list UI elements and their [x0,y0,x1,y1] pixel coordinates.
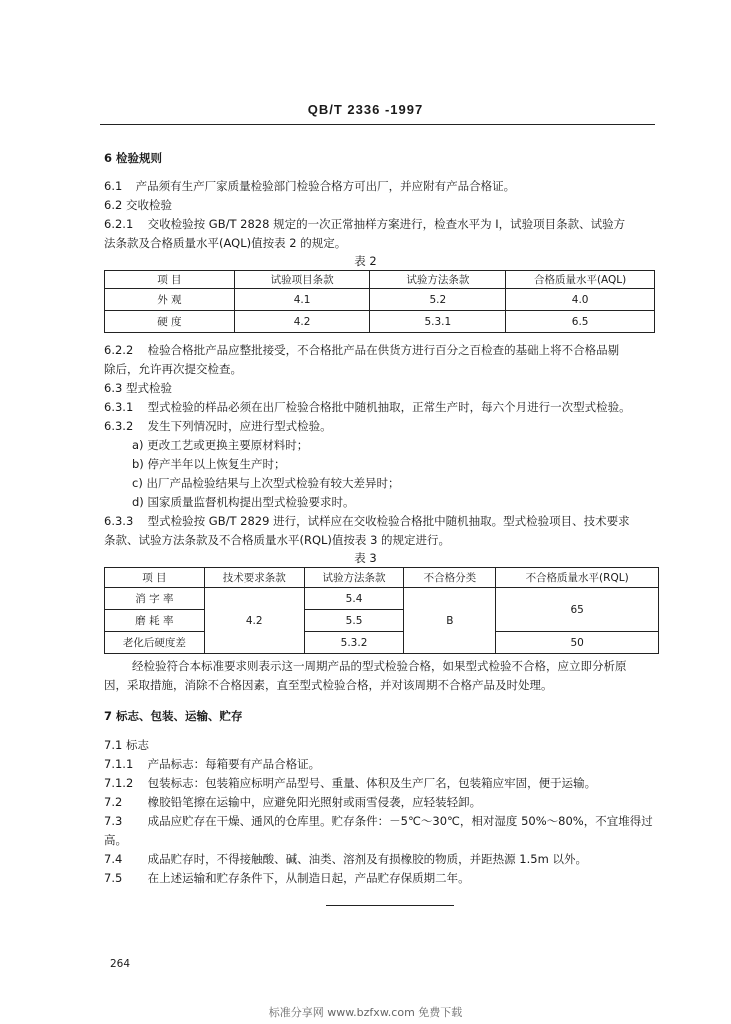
clause-text: 橡胶铅笔擦在运输中，应避免阳光照射或雨雪侵袭，应轻装轻卸。 [147,795,482,809]
table-cell: 5.3.1 [370,311,506,333]
clause-text: 在上述运输和贮存条件下，从制造日起，产品贮存保质期二年。 [147,871,470,885]
table-cell: 4.2 [234,311,370,333]
clause-6-3-2 [104,418,332,434]
clause-text: 型式检验的样品必须在出厂检验合格批中随机抽取，正常生产时，每六个月进行一次型式检验。 [147,400,631,414]
table-2 [104,270,655,333]
paragraph-after-table-3: 经检验符合本标准要求则表示这一周期产品的型式检验合格，如果型式检验不合格，应立即分析原 [132,659,627,673]
table-cell: 5.3.2 [304,632,404,654]
paragraph-after-table-3-cont: 因，采取措施，消除不合格因素，直至型式检验合格，并对该周期不合格产品及时处理。 [104,678,553,692]
list-item: b) 停产半年以上恢复生产时； [132,457,286,471]
clause-6-3-1 [104,399,631,415]
header-cell: 试验项目条款 [234,271,370,289]
clause-text: 产品标志：每箱要有产品合格证。 [147,757,321,771]
table-3 [104,567,659,654]
clause-text: 成品贮存时，不得接触酸、碱、油类、溶剂及有损橡胶的物质，并距热源 1.5m 以外。 [147,852,587,866]
clause-6-2-1 [104,216,625,232]
clause-6-3-3 [104,513,630,529]
clause-text: 产品须有生产厂家质量检验部门检验合格方可出厂，并应附有产品合格证。 [135,179,516,193]
clause-7-5 [104,870,470,886]
table-header-row [105,271,655,289]
clause-7-3 [104,813,653,829]
clause-number: 7.1.1 [104,757,134,771]
clause-6-1 [104,178,515,194]
clause-number: 6.3.1 [104,400,134,414]
clause-6-2-1-cont: 法条款及合格质量水平(AQL)值按表 2 的规定。 [104,236,347,250]
list-item: c) 出厂产品检验结果与上次型式检验有较大差异时； [132,476,400,490]
header-cell: 不合格分类 [404,568,496,588]
clause-6-2: 6.2 交收检验 [104,198,172,212]
list-item: d) 国家质量监督机构提出型式检验要求时。 [132,495,355,509]
clause-7-1: 7.1 标志 [104,738,149,752]
header-cell: 技术要求条款 [204,568,304,588]
header-rule [100,124,655,125]
table-3-caption: 表 3 [354,551,377,565]
clause-number: 6.2.1 [104,217,134,231]
header-cell: 不合格质量水平(RQL) [496,568,659,588]
table-cell: B [404,588,496,654]
section-6-title: 6 检验规则 [104,151,163,165]
table-cell: 5.5 [304,610,404,632]
table-cell: 50 [496,632,659,654]
table-cell: 磨 耗 率 [105,610,205,632]
list-item: a) 更改工艺或更换主要原材料时； [132,438,309,452]
clause-6-3-3-cont: 条款、试验方法条款及不合格质量水平(RQL)值按表 3 的规定进行。 [104,533,451,547]
table-row [105,289,655,311]
clause-7-3-cont: 高。 [104,833,127,847]
clause-number: 6.2.2 [104,343,134,357]
page-number: 264 [110,958,131,970]
clause-7-2 [104,794,481,810]
table-cell: 65 [496,588,659,632]
clause-7-4 [104,851,587,867]
table-cell: 外 观 [105,289,235,311]
header-cell: 试验方法条款 [304,568,404,588]
clause-6-2-2-cont: 除后，允许再次提交检查。 [104,362,242,376]
clause-number: 7.3 [104,814,123,828]
header-cell: 试验方法条款 [370,271,506,289]
end-rule [326,905,454,906]
clause-number: 7.2 [104,795,123,809]
table-cell: 4.2 [204,588,304,654]
table-2-caption: 表 2 [354,254,377,268]
header-cell: 项 目 [105,568,205,588]
clause-6-2-2 [104,342,619,358]
clause-7-1-2 [104,775,596,791]
table-cell: 5.4 [304,588,404,610]
clause-number: 7.4 [104,852,123,866]
table-cell: 6.5 [506,311,655,333]
clause-text: 包装标志：包装箱应标明产品型号、重量、体积及生产厂名，包装箱应牢固，便于运输。 [147,776,597,790]
table-cell: 消 字 率 [105,588,205,610]
table-row [105,588,659,610]
clause-text: 成品应贮存在干燥、通风的仓库里。贮存条件：－5℃～30℃，相对湿度 50%～80%，不宜堆得过 [147,814,653,828]
clause-6-3: 6.3 型式检验 [104,381,172,395]
clause-number: 6.3.2 [104,419,134,433]
header-cell: 合格质量水平(AQL) [506,271,655,289]
clause-7-1-1 [104,756,320,772]
standard-code-header: QB/T 2336 -1997 [307,102,424,117]
table-row [105,632,659,654]
table-cell: 4.0 [506,289,655,311]
table-cell: 4.1 [234,289,370,311]
header-cell: 项 目 [105,271,235,289]
table-header-row [105,568,659,588]
clause-number: 6.1 [104,179,123,193]
table-cell: 老化后硬度差 [105,632,205,654]
clause-text: 交收检验按 GB/T 2828 规定的一次正常抽样方案进行，检查水平为 Ⅰ，试验项目条款、试验方 [147,217,626,231]
clause-number: 7.5 [104,871,123,885]
table-row [105,311,655,333]
clause-number: 6.3.3 [104,514,134,528]
table-cell: 5.2 [370,289,506,311]
section-7-title: 7 标志、包装、运输、贮存 [104,709,243,723]
clause-text: 发生下列情况时，应进行型式检验。 [147,419,332,433]
watermark-footer: 标准分享网 www.bzfxw.com 免费下载 [268,1006,463,1019]
clause-text: 检验合格批产品应整批接受，不合格批产品在供货方进行百分之百检查的基础上将不合格品剔 [147,343,620,357]
clause-text: 型式检验按 GB/T 2829 进行，试样应在交收检验合格批中随机抽取。型式检验项目、技术要求 [147,514,630,528]
table-cell: 硬 度 [105,311,235,333]
clause-number: 7.1.2 [104,776,134,790]
